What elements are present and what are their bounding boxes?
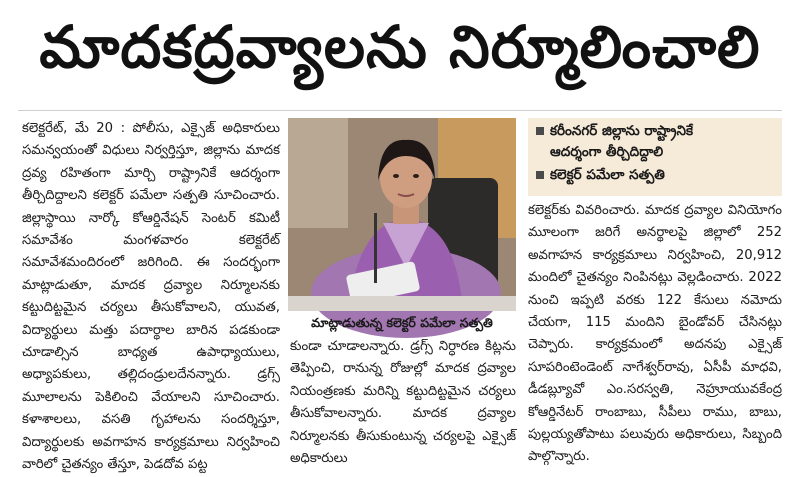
collector-photo — [288, 118, 516, 311]
headline-divider — [18, 110, 782, 111]
highlight-item-2 — [528, 162, 782, 186]
highlight-box — [528, 118, 782, 196]
article-text-left: కలెక్టరేట్, మే 20 : పోలీసు, ఎక్సైజ్ అధికారులు సమన్వయంతో విధులు నిర్వర్తిస్తూ, జిల్లాను మాదక ద్రవ్య రహితంగా మార్చి రాష్ట్రానికే ఆదర్శంగా తీర్చిదిద్దాలని కలెక్టర్ పమేలా సత్పతి సూచించారు. జిల్లాస్థాయి నార్కో కోఆర్డినేషన్ సెంటర్ కమిటీ సమావేశం మంగళవారం కలెక్టరేట్ సమావేశమందిరంలో జరిగింది. ఈ సందర్భంగా మాట్లాడుతూ, మాదక ద్రవ్యాల నిర్మూలనకు కట్టుదిట్టమైన చర్యలు తీసుకోవాలని, యువత, విద్యార్థులు మత్తు పదార్థాల బారిన పడకుండా చూడాల్సిన బాధ్యత ఉపాధ్యాయులు, అధ్యాపకులు, తల్లిదండ్రులదేనన్నారు. డ్రగ్స్ మూలాలను పెకిలించి వేయాలని సూచించారు. కళాశాలలు, వసతి గృహాలను సందర్శిస్తూ, విద్యార్థులకు అవగాహన కార్యక్రమాలు నిర్వహించి వారిలో చైతన్యం తేస్తూ, పెడదోవ పట్ట — [22, 121, 280, 473]
headline: మాదకద్రవ్యాలను నిర్మూలించాలి — [39, 12, 761, 81]
article-text-right: కలెక్టర్‌కు వివరించారు. మాదక ద్రవ్యాల వినియోగం మూలంగా జరిగే అనర్థాలపై జిల్లాలో 252 అవగాహన కార్యక్రమాలు నిర్వహించి, 20,912 మందిలో చైతన్యం నింపినట్లు వెల్లడించారు. 2022 నుంచి ఇప్పటి వరకు 122 కేసులు నమోదు చేయగా, 115 మందిని బైండోవర్ చేసినట్లు చెప్పారు. కార్యక్రమంలో అదనపు ఎక్సైజ్ సూపరింటెండెంట్ నాగేశ్వర్‌రావు, ఏసీపీ మాధవి, డీడబ్ల్యూవో ఎం.సరస్వతి, నెహ్రూయువకేంద్ర కోఆర్డినేటర్ రాంబాబు, సీపీలు రాము, బాబు, పుల్లయ్యతోపాటు పలువురు అధికారులు, సిబ్బంది పాల్గొన్నారు. — [528, 203, 782, 465]
highlight-item-1-line-2: ఆదర్శంగా తీర్చిదిద్దాలి — [550, 144, 664, 160]
article-column-middle — [290, 336, 516, 467]
photo-caption: మాట్లాడుతున్న కలెక్టర్ పమేలా సత్పతి — [311, 315, 493, 330]
article-column-left — [22, 118, 280, 473]
highlight-item-1 — [528, 118, 782, 142]
article-column-right — [528, 200, 782, 465]
highlight-item-2-text: కలెక్టర్ పమేలా సత్పతి — [550, 167, 665, 183]
bullet-icon — [536, 171, 544, 179]
collector-photo-image — [288, 118, 516, 311]
bullet-icon — [536, 127, 544, 135]
article-text-middle: కుండా చూడాలన్నారు. డ్రగ్స్ నిర్ధారణ కిట్లను తెప్పించి, రానున్న రోజుల్లో మాదక ద్రవ్యాల నియంత్రణకు మరిన్ని కట్టుదిట్టమైన చర్యలు తీసుకోవాలన్నారు. మాదక ద్రవ్యాల నిర్మూలనకు తీసుకుంటున్న చర్యలపై ఎక్సైజ్ అధికారులు — [290, 339, 516, 467]
highlight-item-1-line-1: కరీంనగర్ జిల్లాను రాష్ట్రానికే — [550, 123, 693, 139]
